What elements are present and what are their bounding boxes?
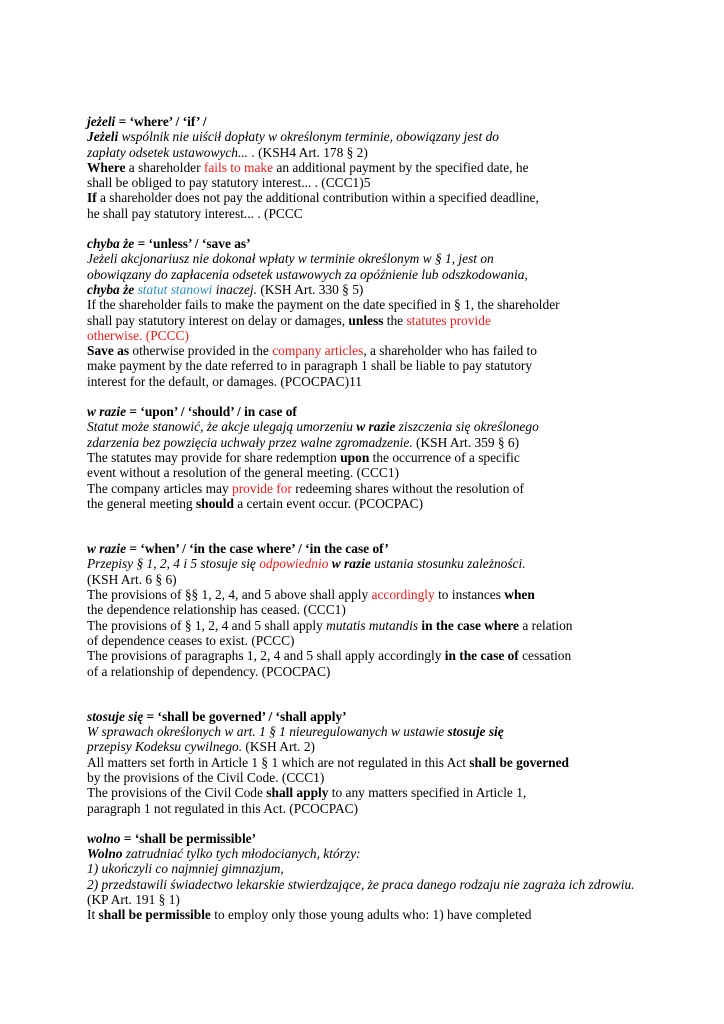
text-run: should (195, 495, 234, 511)
text-run: an additional payment by the specified date, he (273, 159, 529, 175)
text-run: Wolno (87, 846, 123, 862)
text-line (87, 343, 707, 358)
text-line (87, 892, 707, 907)
text-line (87, 282, 707, 297)
text-run: zdarzenia bez powzięcia uchwały przez walne zgromadzenie. (87, 434, 413, 450)
text-run: fails to make (203, 159, 274, 175)
text-run: = ‘when’ / ‘in the case where’ / ‘in the case of’ (126, 541, 389, 557)
text-run: shall apply (266, 785, 329, 801)
text-run: wolno (87, 830, 121, 846)
text-line (87, 267, 707, 282)
text-line (87, 861, 707, 876)
text-line (87, 664, 707, 679)
section-chyba-ze (87, 236, 707, 389)
text-run: = ‘upon’ / ‘should’ / in case of (126, 404, 297, 420)
text-run: accordingly (371, 587, 435, 603)
text-line (87, 785, 707, 800)
text-run: to employ only those young adults who: 1) have completed (210, 907, 532, 923)
text-run: shall be governed (469, 754, 569, 770)
text-run: chyba że (87, 236, 135, 252)
text-run: The provisions of §§ 1, 2, 4, and 5 above shall apply (87, 587, 372, 603)
section-wolno (87, 831, 707, 923)
text-run: If the shareholder fails to make the payment on the date specified in § 1, the shareholder (87, 297, 560, 313)
text-line (87, 587, 707, 602)
text-run: otherwise. (PCCC) (87, 327, 189, 343)
text-run: It (87, 907, 99, 923)
text-run: przepisy Kodeksu cywilnego. (87, 739, 243, 755)
text-run: (KSH Art. 330 § 5) (257, 281, 364, 297)
section-w-razie-upon (87, 404, 707, 511)
text-run: (KSH Art. 6 § 6) (87, 571, 177, 587)
text-run: w razie (87, 541, 127, 557)
text-run: Where (87, 159, 126, 175)
text-run: = ‘shall be permissible’ (120, 830, 257, 846)
text-run: The company articles may (87, 480, 233, 496)
text-run: shall be permissible (98, 907, 211, 923)
text-run: Jeżeli (87, 129, 119, 145)
text-run: shall be obliged to pay statutory interest... . (CCC1)5 (87, 175, 371, 191)
text-run: W sprawach określonych w art. 1 § 1 nieuregulowanych w ustawie (87, 724, 448, 740)
section-heading (87, 541, 707, 556)
text-line (87, 755, 707, 770)
text-line (87, 572, 707, 587)
section-heading (87, 404, 707, 419)
text-line (87, 145, 707, 160)
text-run: upon (340, 449, 370, 465)
text-run: 2) przedstawili świadectwo lekarskie stwierdzające, że praca danego rodzaju nie zagraża ich zdrowiu. (87, 876, 635, 892)
text-run: the dependence relationship has ceased. (CCC1) (87, 602, 346, 618)
text-line (87, 846, 707, 861)
text-run: a relation (518, 617, 573, 633)
text-run: w razie (356, 419, 396, 435)
text-run: stosuje się (447, 724, 504, 740)
text-line (87, 602, 707, 617)
text-line (87, 648, 707, 663)
text-line (87, 374, 707, 389)
text-run: in the case of (444, 648, 519, 664)
text-line (87, 618, 707, 633)
text-run: when (504, 587, 535, 603)
text-line (87, 450, 707, 465)
text-run: Jeżeli akcjonariusz nie dokonał wpłaty w terminie określonym w § 1, jest on (87, 251, 494, 267)
text-run: jeżeli (87, 114, 116, 129)
text-run: ustania stosunku zależności. (370, 556, 526, 572)
text-run: ziszczenia się określonego (395, 419, 539, 435)
text-run: Przepisy § 1, 2, 4 i 5 stosuje się (87, 556, 260, 572)
text-run: the occurrence of a specific (369, 449, 520, 465)
text-run: inaczej. (212, 281, 257, 297)
text-line (87, 633, 707, 648)
text-line (87, 328, 707, 343)
text-run: obowiązany do zapłacenia odsetek ustawowych za opóźnienie lub odszkodowania, (87, 266, 528, 282)
text-run: Save as (87, 343, 130, 359)
section-stosuje-sie (87, 709, 707, 816)
text-line (87, 801, 707, 816)
text-line (87, 907, 707, 922)
text-run: Statut może stanowić, że akcje ulegają umorzeniu (87, 419, 357, 435)
section-heading (87, 831, 707, 846)
text-run: . (251, 144, 255, 160)
text-run: wspólnik nie uiścił dopłaty w określonym terminie, obowiązany jest do (118, 129, 499, 145)
document-page (87, 114, 707, 923)
text-run: w razie (87, 404, 127, 420)
text-line (87, 419, 707, 434)
text-run: a shareholder (125, 159, 204, 175)
text-run: paragraph 1 not regulated in this Act. (PCOCPAC) (87, 800, 359, 816)
text-run: to any matters specified in Article 1, (328, 785, 527, 801)
text-run: to instances (434, 587, 505, 603)
text-run: otherwise provided in the (129, 343, 273, 359)
text-line (87, 190, 707, 205)
text-run: provide for (232, 480, 292, 496)
text-line (87, 251, 707, 266)
text-run: = ‘unless’ / ‘save as’ (134, 236, 251, 252)
text-line (87, 358, 707, 373)
text-line (87, 206, 707, 221)
text-run: a certain event occur. (PCOCPAC) (233, 495, 424, 511)
text-line (87, 770, 707, 785)
text-run: he shall pay statutory interest... . (PCCC (87, 205, 303, 221)
text-run: shall pay statutory interest on delay or damages, (87, 312, 349, 328)
text-run: The provisions of the Civil Code (87, 785, 267, 801)
text-run: the (383, 312, 407, 328)
text-run: (KSH Art. 359 § 6) (412, 434, 520, 450)
section-jezeli (87, 114, 707, 221)
text-run: mutatis mutandis (326, 617, 419, 633)
text-run: by the provisions of the Civil Code. (CCC1) (87, 769, 325, 785)
text-run: a shareholder does not pay the additional contribution within a specified deadline, (96, 190, 539, 206)
section-w-razie-when (87, 541, 707, 679)
text-run: chyba że (87, 281, 135, 297)
section-heading (87, 709, 707, 724)
text-run: company articles (272, 343, 364, 359)
text-run: All matters set forth in Article 1 § 1 which are not regulated in this Act (87, 754, 470, 770)
text-line (87, 481, 707, 496)
text-line (87, 435, 707, 450)
text-line (87, 877, 707, 892)
text-run: unless (348, 312, 384, 328)
text-run: make payment by the date referred to in paragraph 1 shall be liable to pay statutory (87, 358, 533, 374)
text-run: odpowiednio (259, 556, 329, 572)
text-run: (KSH4 Art. 178 § 2) (254, 144, 368, 160)
text-run: interest for the default, or damages. (PCOCPAC)11 (87, 373, 362, 389)
text-run: (KP Art. 191 § 1) (87, 892, 180, 908)
text-run: in the case where (421, 617, 519, 633)
text-run: , a shareholder who has failed to (363, 343, 537, 359)
text-run: The provisions of § 1, 2, 4 and 5 shall apply (87, 617, 327, 633)
text-run: stosuje się (87, 708, 144, 724)
text-run: (KSH Art. 2) (242, 739, 315, 755)
text-line (87, 313, 707, 328)
text-line (87, 739, 707, 754)
text-run: statut stanowi (137, 281, 213, 297)
text-run: the general meeting (87, 495, 196, 511)
text-run: The statutes may provide for share redemption (87, 449, 341, 465)
text-run: = ‘shall be governed’ / ‘shall apply’ (143, 708, 347, 724)
text-line (87, 496, 707, 511)
section-heading (87, 236, 707, 251)
text-line (87, 724, 707, 739)
text-run: zatrudniać tylko tych młodocianych, którzy: (122, 846, 361, 862)
section-heading (87, 114, 707, 129)
text-run: of dependence ceases to exist. (PCCC) (87, 632, 295, 648)
text-run: redeeming shares without the resolution of (291, 480, 524, 496)
text-line (87, 175, 707, 190)
text-run: statutes provide (406, 312, 491, 328)
text-line (87, 556, 707, 571)
text-line (87, 465, 707, 480)
text-run: The provisions of paragraphs 1, 2, 4 and 5 shall apply accordingly (87, 648, 445, 664)
text-line (87, 129, 707, 144)
text-run: = ‘where’ / ‘if’ / (115, 114, 207, 129)
text-run: If (87, 190, 97, 206)
text-line (87, 297, 707, 312)
text-run: zapłaty odsetek ustawowych... (87, 144, 252, 160)
text-run: w razie (331, 556, 371, 572)
text-run: of a relationship of dependency. (PCOCPAC) (87, 663, 331, 679)
text-run: 1) ukończyli co najmniej gimnazjum, (87, 861, 284, 877)
text-run: event without a resolution of the general meeting. (CCC1) (87, 465, 399, 481)
text-run: cessation (518, 648, 572, 664)
text-line (87, 160, 707, 175)
